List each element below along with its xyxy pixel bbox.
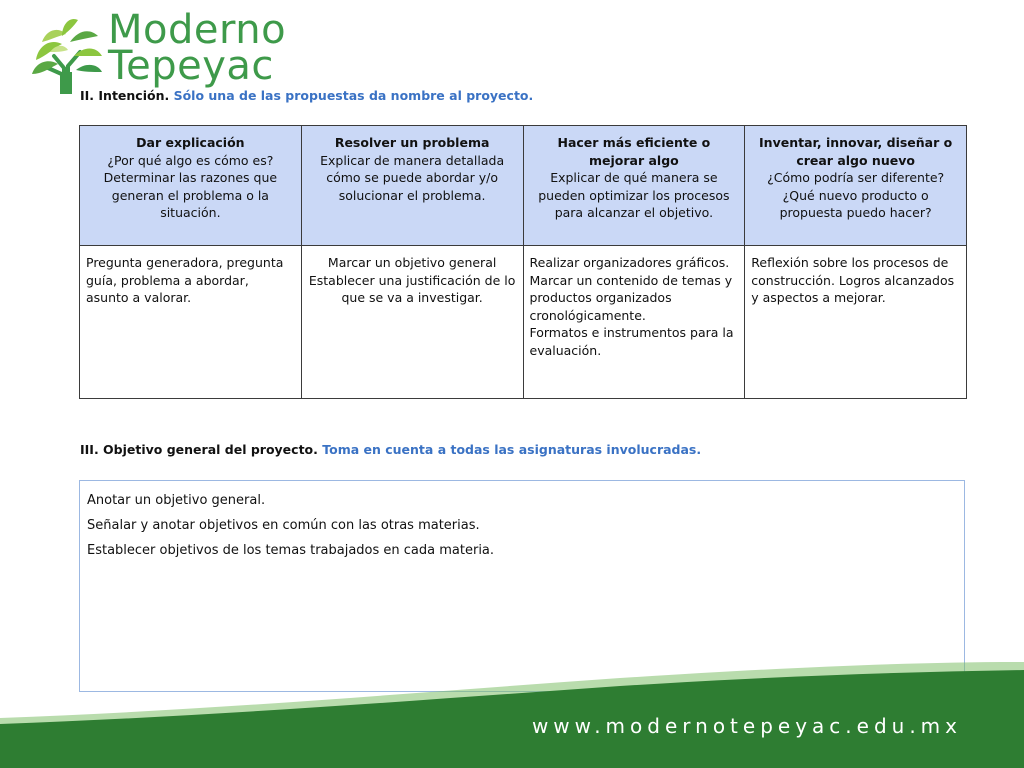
section-intencion-note: Sólo una de las propuestas da nombre al proyecto. bbox=[173, 88, 534, 103]
footer-green-wave bbox=[0, 640, 1024, 768]
objetivo-line: Anotar un objetivo general. bbox=[87, 493, 266, 508]
table-cell: Marcar un objetivo general Establecer una justificación de lo que se va a investigar. bbox=[301, 246, 523, 399]
section-intencion-heading bbox=[80, 88, 533, 103]
header-title: Hacer más eficiente o mejorar algo bbox=[557, 135, 711, 168]
header-description: ¿Por qué algo es cómo es? Determinar las razones que generan el problema o la situación. bbox=[103, 152, 278, 220]
header-cell-problema bbox=[301, 126, 523, 246]
table-row bbox=[80, 246, 967, 399]
header-description: Explicar de manera detallada cómo se puede abordar y/o solucionar el problema. bbox=[320, 152, 505, 203]
header-cell-explicacion bbox=[80, 126, 302, 246]
logo-line-1: Moderno bbox=[108, 7, 287, 53]
header-cell-eficiente bbox=[523, 126, 745, 246]
logo bbox=[28, 7, 318, 94]
table-header-row bbox=[80, 126, 967, 246]
section-objetivo-note: Toma en cuenta a todas las asignaturas involucradas. bbox=[322, 442, 702, 457]
tree-logo-icon bbox=[28, 16, 104, 94]
logo-wordmark bbox=[108, 7, 287, 89]
logo-line-2: Tepeyac bbox=[108, 43, 274, 89]
footer-website-url[interactable]: www.modernotepeyac.edu.mx bbox=[531, 714, 962, 738]
objetivo-line: Señalar y anotar objetivos en común con las otras materias. bbox=[87, 518, 480, 533]
table-cell: Pregunta generadora, pregunta guía, problema a abordar, asunto a valorar. bbox=[80, 246, 302, 399]
header-title: Resolver un problema bbox=[334, 135, 490, 150]
section-objetivo-heading bbox=[80, 442, 701, 457]
intencion-table bbox=[79, 125, 967, 399]
header-title: Inventar, innovar, diseñar o crear algo nuevo bbox=[759, 135, 953, 168]
table-cell: Realizar organizadores gráficos. Marcar un contenido de temas y productos organizados cronológicamente. Formatos e instrumentos para la evaluación. bbox=[523, 246, 745, 399]
header-title: Dar explicación bbox=[136, 135, 245, 150]
header-description: Explicar de qué manera se pueden optimizar los procesos para alcanzar el objetivo. bbox=[538, 170, 730, 220]
objetivo-line: Establecer objetivos de los temas trabajados en cada materia. bbox=[87, 543, 495, 558]
table-cell: Reflexión sobre los procesos de construcción. Logros alcanzados y aspectos a mejorar. bbox=[745, 246, 967, 399]
header-description: ¿Cómo podría ser diferente? ¿Qué nuevo producto o propuesta puedo hacer? bbox=[767, 170, 945, 220]
section-intencion-label: II. Intención. bbox=[80, 88, 170, 103]
section-objetivo-label: III. Objetivo general del proyecto. bbox=[80, 442, 318, 457]
header-cell-inventar bbox=[745, 126, 967, 246]
